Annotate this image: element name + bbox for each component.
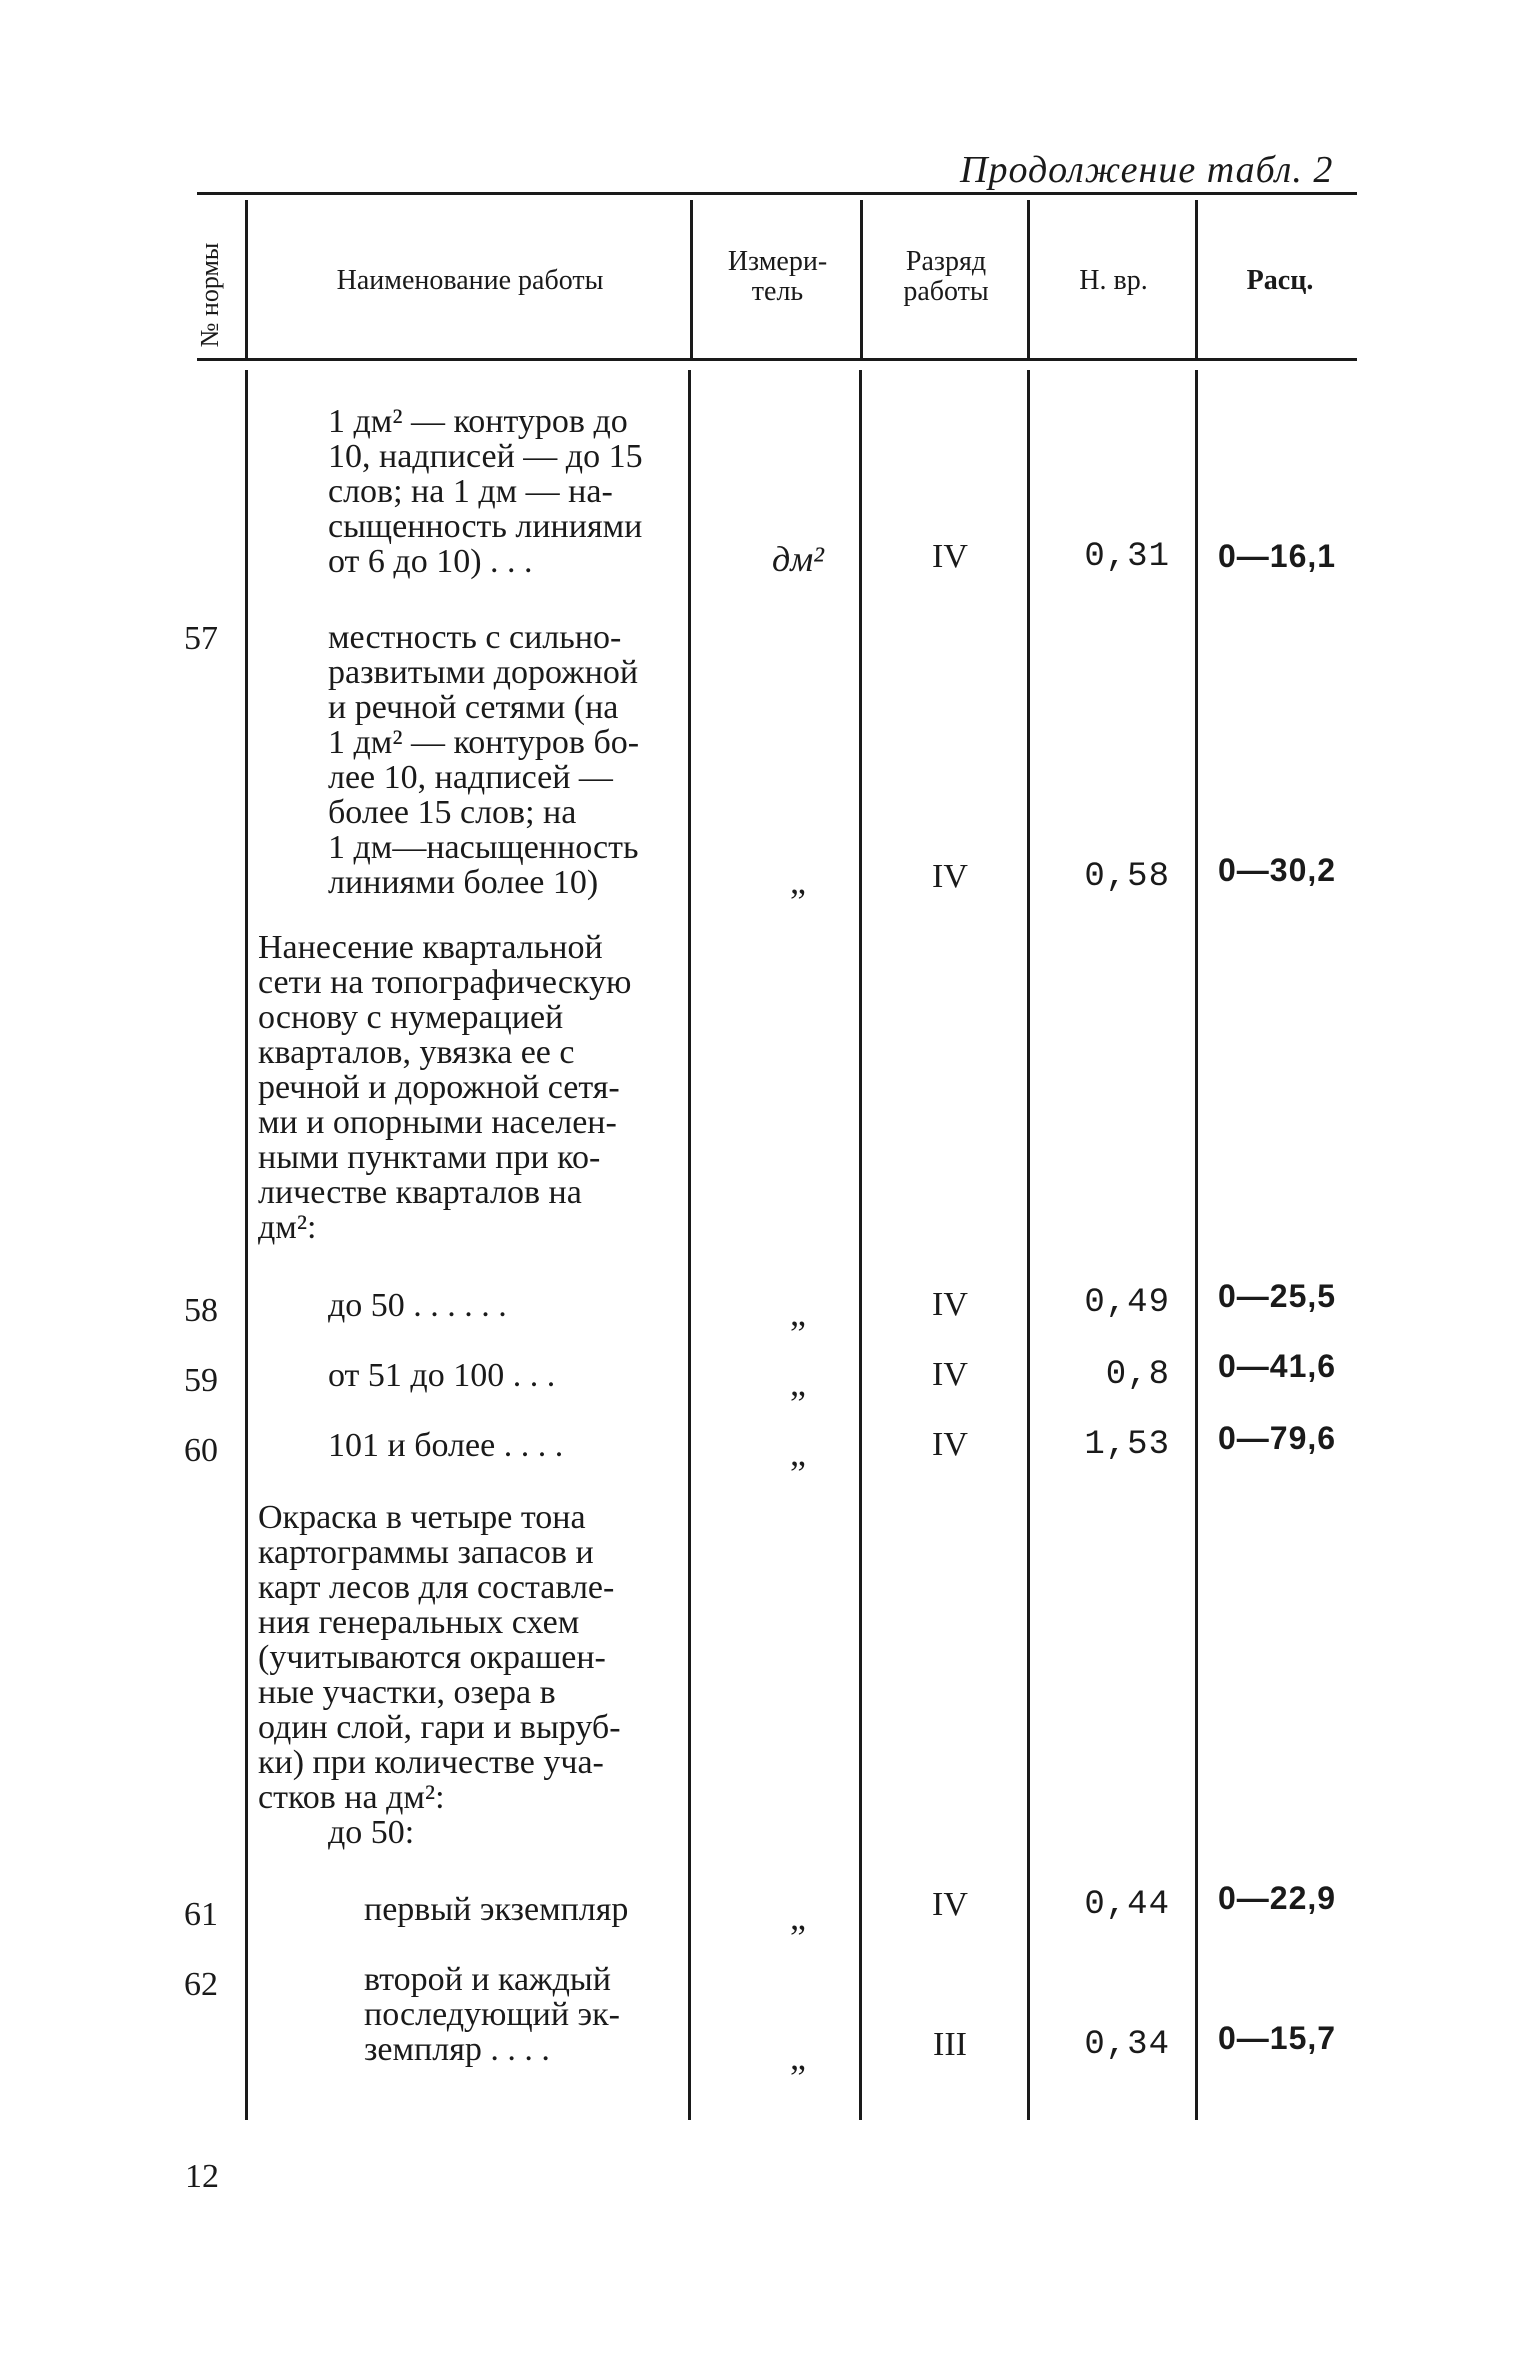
time-norm-cell: 0,49 [1084,1284,1170,1322]
table-caption: Продолжение табл. 2 [960,149,1334,191]
body-divider-grade [1027,370,1030,2120]
grade-cell: IV [932,538,968,575]
col-divider-time [1195,200,1198,358]
time-norm-cell: 0,31 [1084,538,1170,576]
header-rate: Расц. [1246,265,1314,296]
grade-cell: IV [932,1426,968,1463]
rate-cell: 0—79,6 [1218,1420,1337,1456]
table-top-rule [197,192,1357,195]
row-description: местность с сильно- развитыми дорожной и речной сетями (на 1 дм² — контуров бо- лее 10, надписей — более 15 слов; на 1 дм—насыщенность линиями более 10) [328,619,640,901]
col-divider-grade [1027,200,1030,358]
section-heading: Нанесение квартальной сети на топографическую основу с нумерацией кварталов, увязка ее с речной и дорожной сетя- ми и опорными населен- ными пунктами при ко- личестве кварталов на дм²: [258,929,632,1246]
norm-number: 60 [184,1432,218,1469]
header-grade: Разряд работы [903,246,989,307]
rate-cell: 0—30,2 [1218,852,1337,888]
time-norm-cell: 0,8 [1105,1356,1170,1394]
rate-cell: 0—22,9 [1218,1880,1337,1916]
time-norm-cell: 0,58 [1084,858,1170,896]
row-description: второй и каждый последующий эк- земпляр . . . . [364,1961,620,2068]
time-norm-cell: 0,44 [1084,1886,1170,1924]
norm-number: 61 [184,1896,218,1933]
row-description: 101 и более . . . . [328,1427,564,1464]
row-description: первый экземпляр [364,1891,629,1928]
body-divider-norm [245,370,248,2120]
header-measure: Измери- тель [727,246,828,307]
page-number: 12 [185,2158,219,2195]
header-time: Н. вр. [1079,265,1148,296]
grade-cell: IV [932,1356,968,1393]
measure-cell: „ [790,1897,806,1937]
time-norm-cell: 1,53 [1084,1426,1170,1464]
row-description: 1 дм² — контуров до 10, надписей — до 15 слов; на 1 дм — на- сыщенность линиями от 6 до 10) . . . [328,403,643,580]
header-norm: № нормы [195,242,224,348]
rate-cell: 0—41,6 [1218,1348,1337,1384]
row-description: от 51 до 100 . . . [328,1357,556,1394]
header-name: Наименование работы [336,265,604,296]
grade-cell: III [933,2026,967,2063]
header-bottom-rule [197,358,1357,361]
grade-cell: IV [932,1886,968,1923]
rate-cell: 0—15,7 [1218,2020,1337,2056]
norm-number: 57 [184,620,218,657]
time-norm-cell: 0,34 [1084,2026,1170,2064]
norm-number: 62 [184,1966,218,2003]
norm-number: 58 [184,1292,218,1329]
measure-cell: „ [790,1293,806,1333]
col-divider-measure [860,200,863,358]
section-heading: Окраска в четыре тона картограммы запасов и карт лесов для составле- ния генеральных схем (учитываются окрашен- ные участки, озера в один слой, гари и выруб- ки) при количестве уча- стков на дм²: до 50: [258,1499,621,1851]
measure-cell: дм² [772,539,824,579]
col-divider-name [690,200,693,358]
measure-cell: „ [790,861,806,901]
rate-cell: 0—25,5 [1218,1278,1337,1314]
norm-number: 59 [184,1362,218,1399]
grade-cell: IV [932,858,968,895]
rate-cell: 0—16,1 [1218,538,1337,574]
grade-cell: IV [932,1286,968,1323]
row-description: до 50 . . . . . . [328,1287,507,1324]
measure-cell: „ [790,1363,806,1403]
body-divider-time [1195,370,1198,2120]
col-divider-norm [245,200,248,358]
measure-cell: „ [790,2037,806,2077]
body-divider-measure [859,370,862,2120]
measure-cell: „ [790,1433,806,1473]
body-divider-name [688,370,691,2120]
